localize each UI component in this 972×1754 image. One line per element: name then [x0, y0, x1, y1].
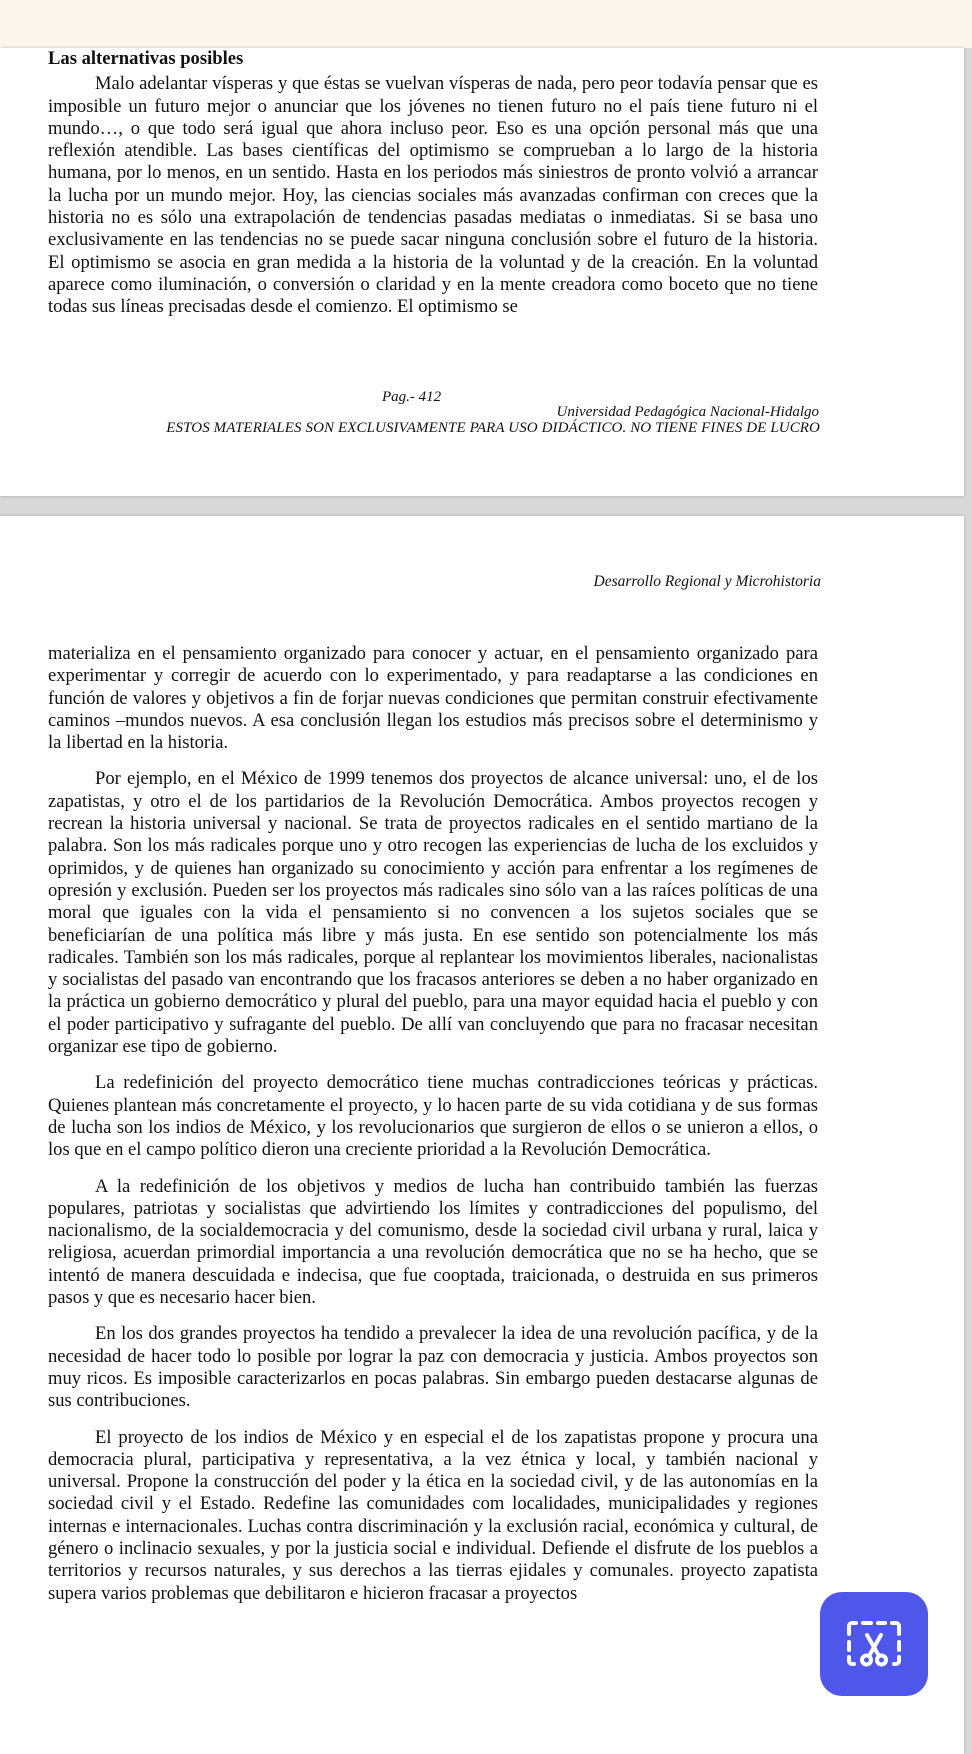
paragraph: La redefinición del proyecto democrático tiene muchas contradicciones teóricas y prácticas. Quienes plantean más concretamente el proyecto, y lo hacen parte de su vida cotidiana y de sus formas de lucha son los indios de México, y los revolucionarios que surgieron de ellos o se unieron a ellos, o los que en el campo político dieron una creciente prioridad a la Revolución Democrática. — [48, 1072, 818, 1161]
scissors-icon — [843, 1618, 905, 1670]
paragraph: Por ejemplo, en el México de 1999 tenemos dos proyectos de alcance universal: uno, el de los zapatistas, y otro el de los partidarios de la Revolución Democrática. Ambos proyectos recogen y recrean la historia universal y nacional. Se trata de proyectos radicales en el sentido martiano de la palabra. Son los más radicales porque uno y otro recogen las experiencias de lucha de los excluidos y oprimidos, y de quienes han organizado su conocimiento y acción para enfrentar a los regímenes de opresión y exclusión. Pueden ser los proyectos más radicales sino sólo van a las raíces políticas de una moral que iguales con la vida el pensamiento si no convencen a los sujetos sociales que se beneficiarían de una política más libre y más justa. En ese sentido son potencialmente los más radicales. También son los más radicales, porque al replantear los movimientos liberales, nacionalistas y socialistas del pasado van encontrando que los fracasos anteriores se deben a no haber organizado en la práctica un gobierno democrático y plural del pueblo, para una mayor equidad hacia el pueblo y con el poder participativo y sufragante del pueblo. De allí van concluyendo que para no fracasar necesitan organizar ese tipo de gobierno. — [48, 768, 818, 1058]
screenshot-crop-button[interactable] — [820, 1592, 928, 1696]
disclaimer-footer: ESTOS MATERIALES SON EXCLUSIVAMENTE PARA USO DIDÁCTICO. NO TIENE FINES DE LUCRO — [166, 420, 820, 436]
paragraph: Malo adelantar vísperas y que éstas se vuelvan vísperas de nada, pero peor todavía pensar que es imposible un futuro mejor o anunciar que los jóvenes no tienen futuro no el país tiene futuro ni el mundo…, o que todo será igual que ahora incluso peor. Eso es una opción personal más que una reflexión atendible. Las bases científicas del optimismo se comprueban a lo largo de la historia humana, por lo menos, en un sentido. Hasta en los periodos más siniestros de pronto volvió a arrancar la lucha por un mundo mejor. Hoy, las ciencias sociales más avanzadas confirman con creces que la historia no es sólo una extrapolación de tendencias pasadas mediatas o inmediatas. Si se basa uno exclusivamente en las tendencias no se puede sacar ninguna conclusión sobre el futuro de la historia. El optimismo se asocia en gran medida a la historia de la voluntad y de la creación. En la voluntad aparece como iluminación, o conversión o claridad y en la mente creadora como boceto que no tiene todas sus líneas precisadas desde el comienzo. El optimismo se — [48, 73, 818, 318]
paragraph: A la redefinición de los objetivos y medios de lucha han contribuido también las fuerzas populares, patriotas y socialistas que advirtiendo los límites y contradicciones del populismo, del nacionalismo, de la socialdemocracia y del comunismo, desde la sociedad civil urbana y rural, laica y religiosa, acuerdan primordial importancia a una revolución democrática que no se ha hecho, que se intentó de manera descuidada e indecisa, que fue cooptada, traicionada, o destruida en sus primeros pasos y que es necesario hacer bien. — [48, 1175, 818, 1309]
document-page-1 — [0, 48, 964, 496]
page-2-content — [48, 643, 818, 1619]
section-heading: Las alternativas posibles — [48, 48, 244, 69]
paragraph: materializa en el pensamiento organizado para conocer y actuar, en el pensamiento organizado para experimentar y corregir de acuerdo con lo experimentado, y para readaptarse a las condiciones en función de valores y objetivos a fin de forjar nuevas condiciones que permitan construir efectivamente caminos –mundos nuevos. A esa conclusión llegan los estudios más precisos sobre el determinismo y la libertad en la historia. — [48, 643, 818, 754]
paragraph: En los dos grandes proyectos ha tendido a prevalecer la idea de una revolución pacífica, y de la necesidad de hacer todo lo posible por lograr la paz con democracia y justicia. Ambos proyectos son muy ricos. Es imposible caracterizarlos en pocas palabras. Sin embargo pueden destacarse algunas de sus contribuciones. — [48, 1323, 818, 1412]
top-status-strip — [0, 0, 972, 48]
university-footer: Universidad Pedagógica Nacional-Hidalgo — [556, 404, 819, 420]
paragraph: El proyecto de los indios de México y en especial el de los zapatistas propone y procura una democracia plural, participativa y representativa, a la vez étnica y local, y también nacional y universal. Propone la construcción del poder y la ética en la sociedad civil, y de las autonomías en la sociedad civil y el Estado. Redefine las comunidades com localidades, municipalidades y regiones internas e internacionales. Luchas contra discriminación y la exclusión racial, económica y cultural, de género o inclinacio sexuales, y por la justicia social e individual. Defiende el disfrute de los pueblos a territorios y recursos naturales, y sus derechos a las tierras ejidales y comunales. proyecto zapatista supera varios problemas que debilitaron e hicieron fracasar a proyectos — [48, 1426, 818, 1604]
page-number: Pag.- 412 — [382, 389, 442, 405]
document-page-2 — [0, 516, 964, 1754]
running-head: Desarrollo Regional y Microhistoria — [593, 573, 821, 590]
page-1-content — [48, 48, 818, 319]
